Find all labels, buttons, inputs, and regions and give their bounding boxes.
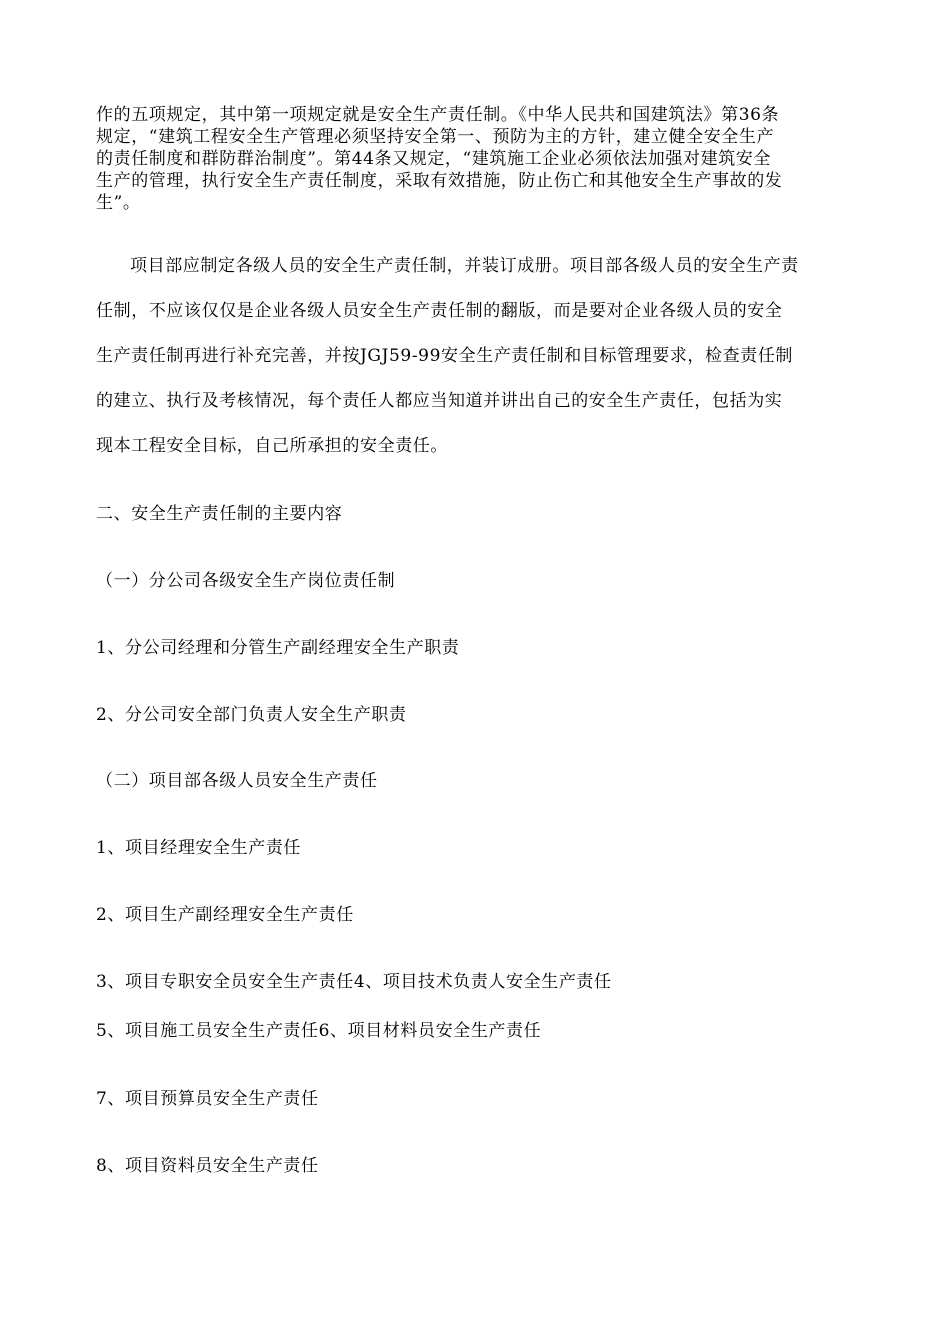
- subsection-2-item-2: 2、项目生产副经理安全生产责任: [96, 905, 354, 925]
- paragraph-1-line-4: 生产的管理，执行安全生产责任制度，采取有效措施，防止伤亡和其他安全生产事故的发: [96, 171, 783, 191]
- subsection-2-item-5: 7、项目预算员安全生产责任: [96, 1089, 319, 1109]
- paragraph-2-line-5: 现本工程安全目标，自己所承担的安全责任。: [96, 436, 448, 456]
- paragraph-1-line-2: 规定，“建筑工程安全生产管理必须坚持安全第一、预防为主的方针，建立健全安全生产: [96, 127, 775, 147]
- subsection-2-item-6: 8、项目资料员安全生产责任: [96, 1156, 319, 1176]
- section-heading: 二、安全生产责任制的主要内容: [96, 504, 343, 524]
- paragraph-2-line-3: 生产责任制再进行补充完善，并按JGJ59-99安全生产责任制和目标管理要求，检查责任制: [96, 346, 794, 366]
- paragraph-2-line-1: 项目部应制定各级人员的安全生产责任制，并装订成册。项目部各级人员的安全生产责: [130, 256, 799, 276]
- subsection-1-item-2: 2、分公司安全部门负责人安全生产职责: [96, 705, 407, 725]
- subsection-1-item-1: 1、分公司经理和分管生产副经理安全生产职责: [96, 638, 460, 658]
- subsection-2-item-4: 5、项目施工员安全生产责任6、项目材料员安全生产责任: [96, 1021, 542, 1041]
- paragraph-1-line-1: 作的五项规定，其中第一项规定就是安全生产责任制。《中华人民共和国建筑法》第36条: [96, 105, 780, 125]
- paragraph-1-line-3: 的责任制度和群防群治制度”。第44条又规定，“建筑施工企业必须依法加强对建筑安全: [96, 149, 772, 169]
- subsection-1-heading: （一）分公司各级安全生产岗位责任制: [96, 571, 396, 591]
- paragraph-2-line-4: 的建立、执行及考核情况，每个责任人都应当知道并讲出自己的安全生产责任，包括为实: [96, 391, 783, 411]
- subsection-2-item-1: 1、项目经理安全生产责任: [96, 838, 302, 858]
- paragraph-2-line-2: 任制，不应该仅仅是企业各级人员安全生产责任制的翻版，而是要对企业各级人员的安全: [96, 301, 783, 321]
- subsection-2-heading: （二）项目部各级人员安全生产责任: [96, 771, 378, 791]
- paragraph-1-line-5: 生”。: [96, 193, 141, 213]
- subsection-2-item-3: 3、项目专职安全员安全生产责任4、项目技术负责人安全生产责任: [96, 972, 612, 992]
